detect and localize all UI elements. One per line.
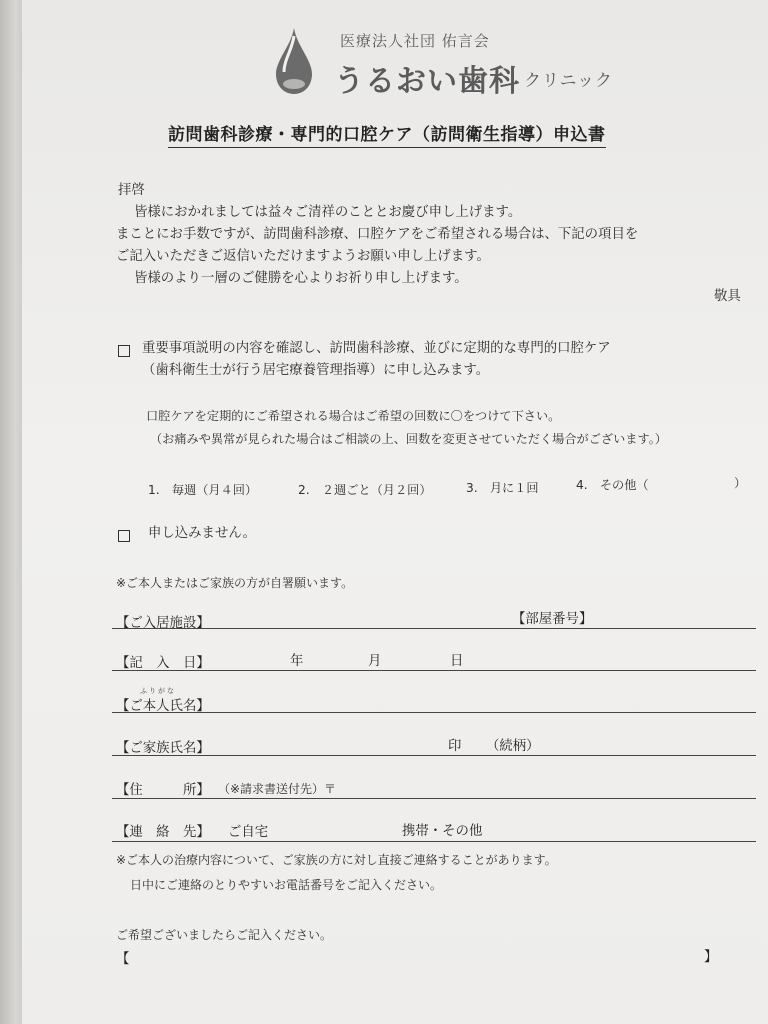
frequency-instruction: 口腔ケアを定期的にご希望される場合はご希望の回数に〇をつけて下さい。 — [146, 409, 561, 423]
frequency-note: （お痛みや異常が見られた場合はご相談の上、回数を変更させていただく場合がございます。） — [150, 432, 667, 446]
contact-note-1: ※ご本人の治療内容について、ご家族の方に対し直接ご連絡することがあります。 — [116, 853, 557, 867]
binding-edge — [0, 0, 22, 1024]
frequency-option-weekly[interactable]: 1. 毎週（月４回） — [148, 483, 258, 497]
contact-mobile-label: 携帯・その他 — [402, 824, 483, 839]
greeting-closing: 敬具 — [714, 289, 741, 304]
date-label: 【記 入 日】 — [116, 656, 210, 671]
greeting-line-2: まことにお手数ですが、訪問歯科診療、口腔ケアをご希望される場合は、下記の項目を — [116, 227, 639, 242]
contact-note-2: 日中にご連絡のとりやすいお電話番号をご記入ください。 — [130, 878, 443, 892]
date-month-label: 月 — [368, 654, 382, 669]
seal-label: 印 — [448, 739, 462, 754]
frequency-option-other[interactable]: 4. その他（ — [576, 478, 649, 492]
water-drop-logo-icon — [272, 26, 316, 96]
date-year-label: 年 — [290, 654, 304, 669]
contact-home-label: ご自宅 — [228, 825, 269, 840]
remarks-input-area[interactable] — [136, 946, 702, 968]
greeting-line-1: 皆様におかれましては益々ご清祥のこととお慶び申し上げます。 — [134, 205, 522, 220]
remarks-prompt: ご希望ございましたらご記入ください。 — [116, 928, 333, 942]
address-billing-note: （※請求書送付先）〒 — [218, 782, 337, 796]
apply-option-line-2: （歯科衛生士が行う居宅療養管理指導）に申し込みます。 — [142, 363, 490, 378]
page-title: 訪問歯科診療・専門的口腔ケア（訪問衛生指導）申込書 — [168, 120, 606, 148]
facility-input-line[interactable] — [112, 628, 756, 629]
date-day-label: 日 — [450, 654, 464, 669]
decline-option: 申し込みません。 — [148, 526, 256, 541]
name-furigana: ふりがな — [140, 687, 176, 695]
frequency-option-biweekly[interactable]: 2. ２週ごと（月２回） — [298, 483, 432, 497]
contact-input-line[interactable] — [112, 841, 756, 842]
address-input-line[interactable] — [112, 798, 756, 799]
patient-name-label: 【ご本人氏名】 — [116, 699, 210, 714]
date-input-line[interactable] — [112, 670, 756, 671]
remarks-open-bracket: 【 — [116, 952, 130, 967]
apply-checkbox[interactable] — [118, 345, 130, 357]
frequency-option-monthly[interactable]: 3. 月に１回 — [466, 481, 539, 495]
facility-label: 【ご入居施設】 — [116, 616, 210, 631]
room-number-label: 【部屋番号】 — [512, 612, 593, 627]
paper-sheet — [22, 0, 768, 1024]
frequency-other-close: ） — [734, 476, 747, 490]
greeting-line-4: 皆様のより一層のご健勝を心よりお祈り申し上げます。 — [134, 271, 468, 286]
contact-label: 【連 絡 先】 — [116, 825, 210, 840]
signature-note: ※ご本人またはご家族の方が自署願います。 — [116, 576, 354, 590]
family-name-label: 【ご家族氏名】 — [116, 741, 210, 756]
greeting-opening: 拝啓 — [118, 183, 145, 198]
logo-clinic-suffix: クリニック — [524, 71, 613, 91]
address-label: 【住 所】 — [116, 783, 210, 798]
logo-clinic-name: うるおい歯科 — [334, 64, 520, 99]
remarks-close-bracket: 】 — [704, 950, 718, 965]
decline-checkbox[interactable] — [118, 530, 130, 542]
greeting-line-3: ご記入いただきご返信いただけますようお願い申し上げます。 — [116, 249, 490, 264]
relationship-label: （続柄） — [486, 739, 540, 754]
family-name-input-line[interactable] — [112, 755, 756, 756]
patient-name-input-line[interactable] — [112, 712, 756, 713]
apply-option-line-1: 重要事項説明の内容を確認し、訪問歯科診療、並びに定期的な専門的口腔ケア — [142, 341, 611, 356]
logo-organization: 医療法人社団 佑言会 — [340, 32, 490, 50]
